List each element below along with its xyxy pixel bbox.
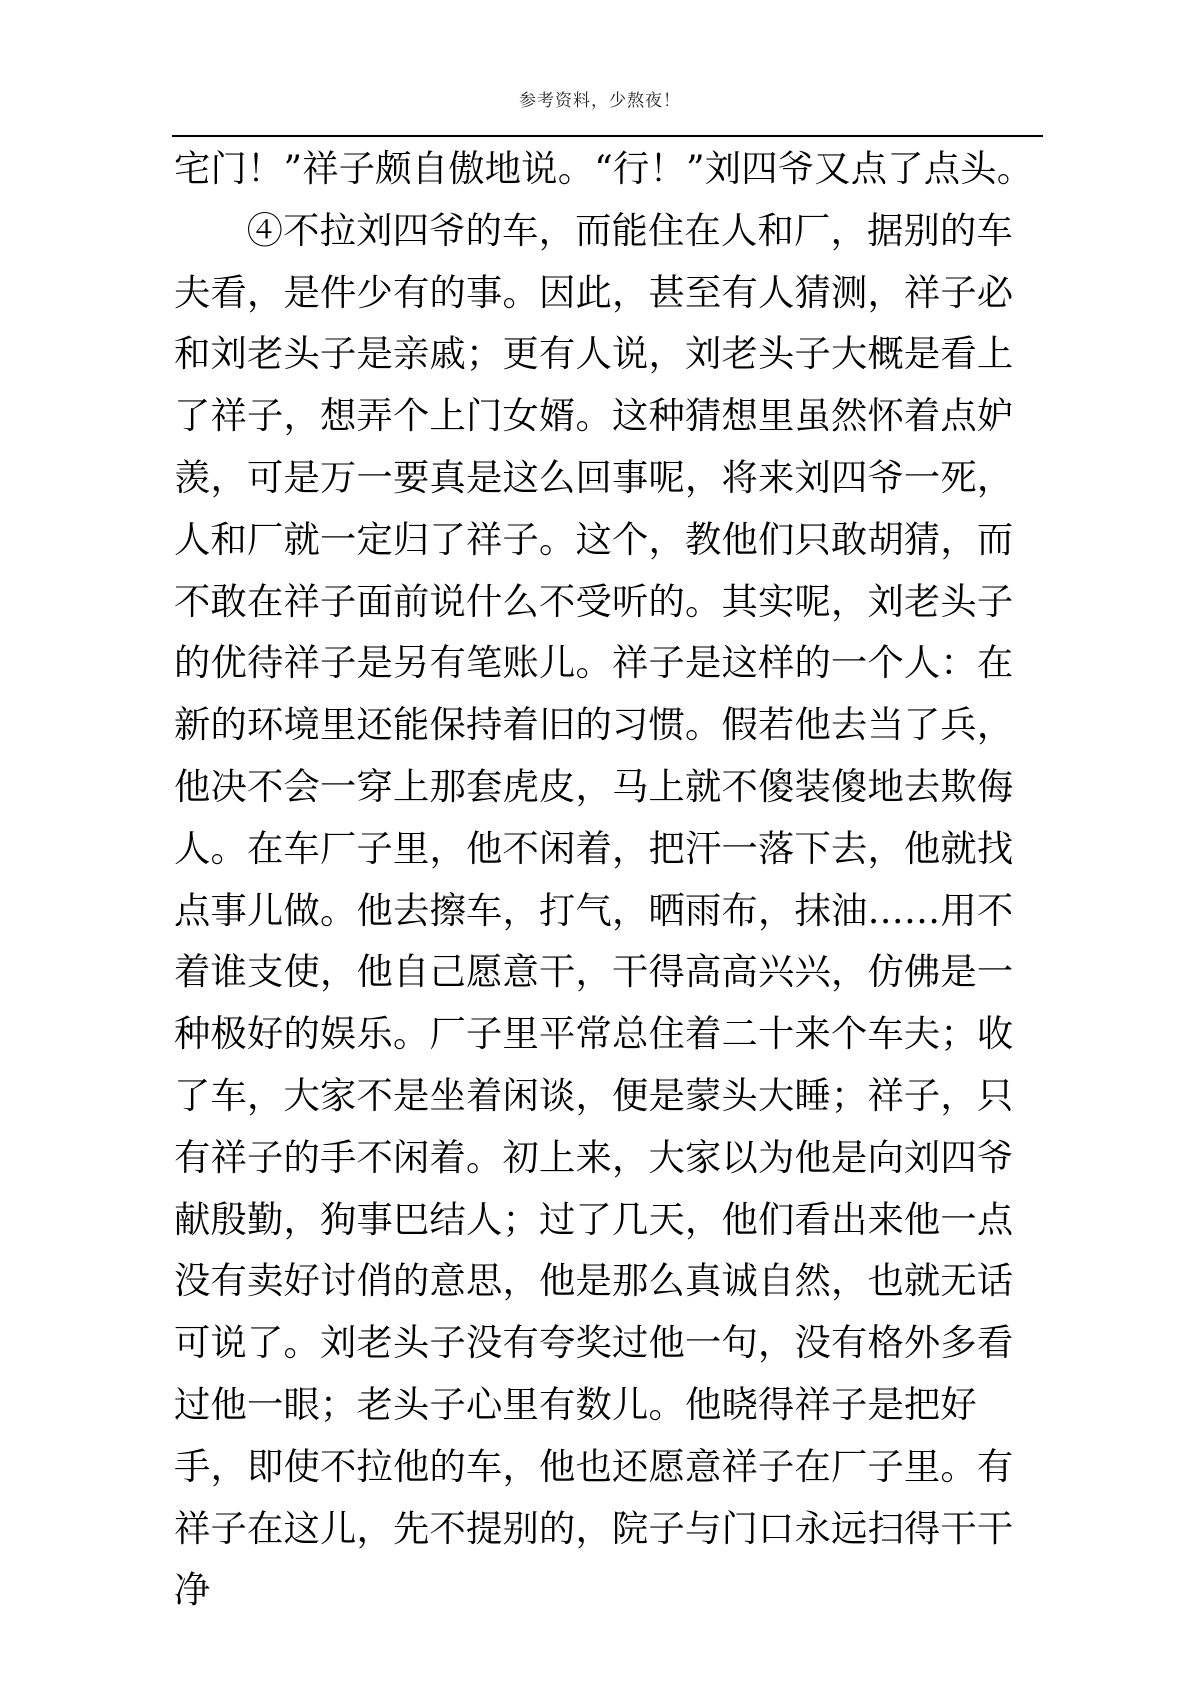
paragraph-4: ④不拉刘四爷的车，而能住在人和厂，据别的车夫看，是件少有的事。因此，甚至有人猜测，祥子必和刘老头子是亲戚；更有人说，刘老头子大概是看上了祥子，想弄个上门女婿。这种猜想里虽然怀着点妒羡，可是万一要真是这么回事呢，将来刘四爷一死，人和厂就一定归了祥子。这个，教他们只敢胡猜，而不敢在祥子面前说什么不受听的。其实呢，刘老头子的优待祥子是另有笔账儿。祥子是这样的一个人：在新的环境里还能保持着旧的习惯。假若他去当了兵，他决不会一穿上那套虎皮，马上就不傻装傻地去欺侮人。在车厂子里，他不闲着，把汗一落下去，他就找点事儿做。他去擦车，打气，晒雨布，抹油……用不着谁支使，他自己愿意干，干得高高兴兴，仿佛是一种极好的娱乐。厂子里平常总住着二十来个车夫；收了车，大家不是坐着闲谈，便是蒙头大睡；祥子，只有祥子的手不闲着。初上来，大家以为他是向刘四爷献殷勤，狗事巴结人；过了几天，他们看出来他一点没有卖好讨俏的意思，他是那么真诚自然，也就无话可说了。刘老头子没有夸奖过他一句，没有格外多看过他一眼；老头子心里有数儿。他晓得祥子是把好手，即使不拉他的车，他也还愿意祥子在厂子里。有祥子在这儿，先不提别的，院子与门口永远扫得干干净 [174,208,1014,1612]
header-rule [172,135,1043,137]
body-text [174,138,1048,1621]
running-header: 参考资料，少熬夜！ [519,91,681,111]
paragraph-continuation: 宅门！”祥子颇自傲地说。“行！”刘四爷又点了点头。 [174,147,1034,190]
